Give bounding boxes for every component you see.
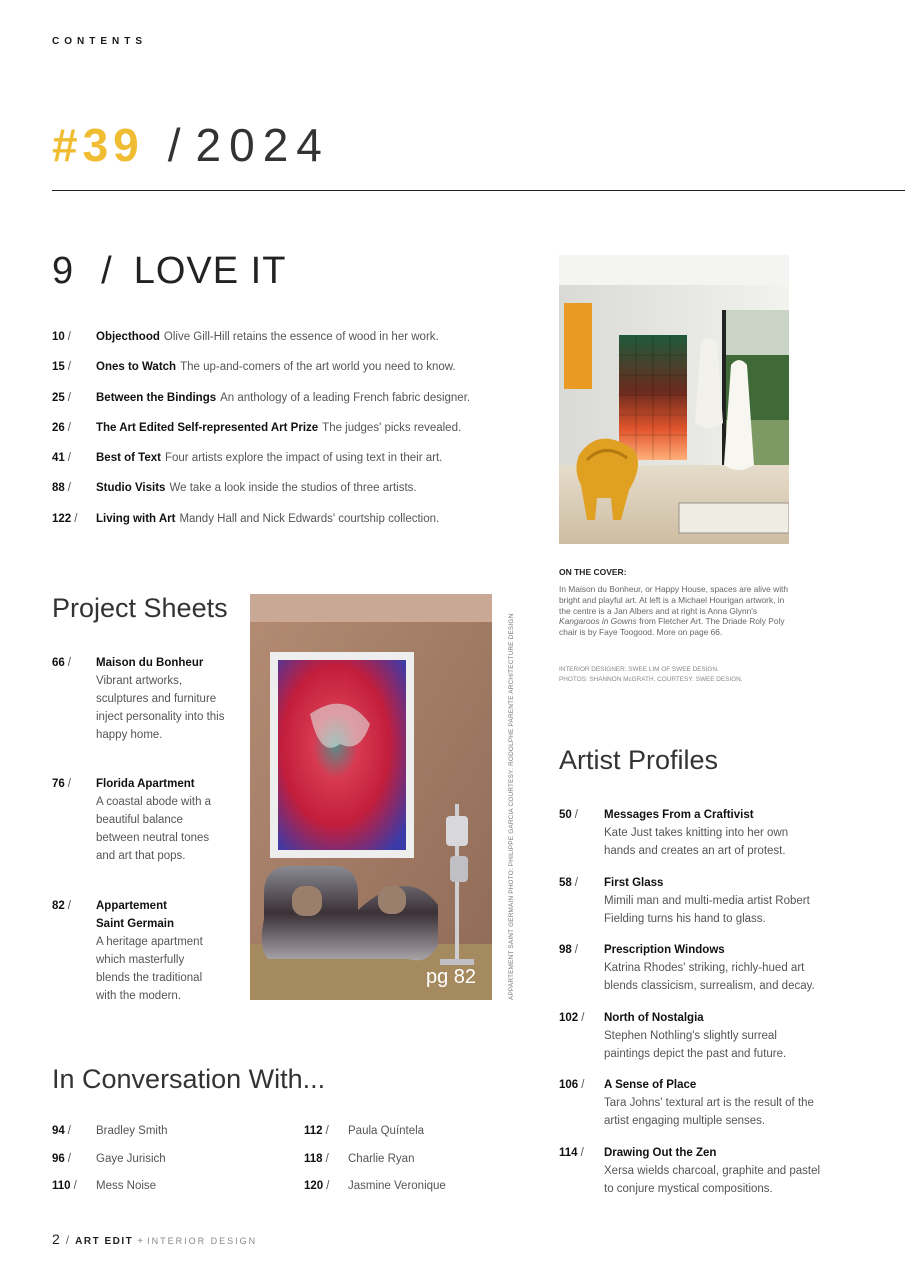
issue-heading — [52, 118, 330, 172]
item-description: We take a look inside the studios of three artists. — [169, 482, 417, 495]
project-sheets-heading: Project Sheets — [52, 593, 228, 623]
item-title: North of Nostalgia — [604, 1012, 704, 1024]
photo-credit: APPARTEMENT SAINT GERMAIN PHOTO: PHILIPPE GARCIA COURTESY: RODOLPHE PARENTE ARCHITECTURE DESIGN — [508, 613, 515, 1000]
page-number: 120 — [304, 1180, 324, 1192]
page-number: 76 — [52, 778, 65, 790]
page-number: 88 — [52, 482, 65, 495]
item-title: Living with Art — [96, 512, 176, 525]
page-number: 110 — [52, 1180, 71, 1192]
person-name: Paula Quíntela — [348, 1125, 425, 1137]
love-it-separator: / — [101, 250, 112, 292]
item-title: Between the Bindings — [96, 391, 217, 404]
person-name: Mess Noise — [96, 1180, 157, 1192]
item-title: Prescription Windows — [604, 944, 725, 956]
page-number: 122 — [52, 512, 72, 525]
artist-profiles-heading: Artist Profiles — [559, 745, 719, 775]
page-number: 41 — [52, 452, 65, 465]
item-description: Vibrant artworks, sculptures and furniture inject personality into this happy home. — [96, 675, 225, 741]
item-description: A coastal abode with a beautiful balance between neutral tones and art that pops. — [96, 796, 212, 862]
page-number: 118 — [304, 1152, 323, 1165]
issue-separator: / — [167, 119, 186, 171]
item-description: A heritage apartment which masterfully blends the traditional with the modern. — [96, 936, 203, 1002]
list-item[interactable]: 66 / Maison du Bonheur Vibrant artworks, sculptures and furniture inject personality into this happy home. — [52, 654, 242, 744]
list-item[interactable]: 114 / Drawing Out the Zen Xersa wields charcoal, graphite and pastel to conjure mystical compositions. — [559, 1144, 849, 1198]
page-number: 26 — [52, 421, 65, 434]
love-it-heading — [52, 250, 286, 293]
list-item[interactable]: 110 / Mess Noise — [52, 1180, 168, 1208]
item-description: Tara Johns' textural art is the result of the artist engaging multiple senses. — [604, 1097, 814, 1127]
page-number: 106 — [559, 1079, 579, 1091]
item-description: Olive Gill-Hill retains the essence of wood in her work. — [163, 331, 439, 343]
list-item[interactable]: 88 / Studio Visits We take a look inside the studios of three artists. — [52, 482, 417, 495]
item-title: Drawing Out the Zen — [604, 1147, 717, 1159]
footer-brand: ART EDIT — [75, 1236, 134, 1247]
item-description: Mimili man and multi-media artist Robert Fielding turns his hand to glass. — [604, 895, 810, 925]
person-name: Gaye Jurisich — [96, 1152, 166, 1165]
list-item[interactable]: 122 / Living with Art Mandy Hall and Nick Edwards' courtship collection. — [52, 512, 440, 525]
list-item[interactable]: 94 / Bradley Smith — [52, 1125, 168, 1153]
list-item[interactable]: 25 / Between the Bindings An anthology of a leading French fabric designer. — [52, 391, 471, 404]
page-number: 94 — [52, 1125, 65, 1137]
person-name: Bradley Smith — [96, 1125, 168, 1137]
item-title: Appartement Saint Germain — [96, 900, 174, 930]
love-it-list — [52, 331, 522, 543]
list-item[interactable]: 15 / Ones to Watch The up-and-comers of the art world you need to know. — [52, 361, 456, 374]
item-description: Mandy Hall and Nick Edwards' courtship collection. — [179, 512, 440, 525]
conversation-list-left — [52, 1125, 168, 1208]
page-number: 102 — [559, 1012, 579, 1024]
list-item[interactable]: 102 / North of Nostalgia Stephen Nothling's slightly surreal paintings depict the past and future. — [559, 1009, 849, 1063]
love-it-title: LOVE IT — [133, 250, 287, 292]
page-number: 25 — [52, 391, 65, 404]
item-description: Stephen Nothling's slightly surreal paintings depict the past and future. — [604, 1030, 787, 1060]
item-description: Xersa wields charcoal, graphite and pastel to conjure mystical compositions. — [604, 1165, 821, 1195]
footer-subtitle: INTERIOR DESIGN — [147, 1236, 258, 1246]
item-title: Ones to Watch — [96, 361, 177, 374]
header-divider — [52, 190, 905, 191]
conversation-heading: In Conversation With... — [52, 1064, 326, 1094]
page-number: 15 — [52, 361, 65, 374]
item-description: An anthology of a leading French fabric designer. — [220, 391, 471, 404]
page-number: 10 — [52, 331, 65, 343]
page-number: 114 — [559, 1147, 578, 1159]
page-number: 98 — [559, 944, 572, 956]
list-item[interactable]: 26 / The Art Edited Self-represented Art Prize The judges' picks revealed. — [52, 421, 462, 434]
footer-separator: / — [65, 1233, 70, 1247]
item-title: Studio Visits — [96, 482, 166, 495]
item-description: Kate Just takes knitting into her own hands and creates an art of protest. — [604, 827, 789, 857]
cover-heading: ON THE COVER: — [559, 567, 627, 577]
artwork-title: Kangaroos in Gowns — [559, 616, 637, 627]
item-title: Florida Apartment — [96, 778, 195, 790]
conversation-list-right — [304, 1125, 446, 1208]
list-item[interactable]: 96 / Gaye Jurisich — [52, 1153, 168, 1181]
list-item[interactable]: 50 / Messages From a Craftivist Kate Just takes knitting into her own hands and creates an art of protest. — [559, 806, 849, 860]
contents-label: CONTENTS — [52, 36, 147, 47]
list-item[interactable]: 41 / Best of Text Four artists explore the impact of using text in their art. — [52, 452, 443, 465]
footer-plus: + — [137, 1236, 144, 1247]
list-item[interactable]: 120 / Jasmine Veronique — [304, 1180, 446, 1208]
list-item[interactable]: 106 / A Sense of Place Tara Johns' textural art is the result of the artist engaging multiple senses. — [559, 1076, 849, 1130]
page-footer — [52, 1231, 257, 1247]
item-title: Objecthood — [96, 331, 160, 343]
person-name: Charlie Ryan — [348, 1152, 415, 1165]
item-description: The up-and-comers of the art world you need to know. — [180, 361, 456, 374]
item-description: Four artists explore the impact of using text in their art. — [164, 452, 443, 465]
page-number: 82 — [52, 900, 65, 912]
issue-number: #39 — [52, 119, 144, 171]
page-number: 112 — [304, 1125, 323, 1137]
cover-photo — [559, 255, 789, 544]
list-item[interactable]: 118 / Charlie Ryan — [304, 1153, 446, 1181]
item-title: First Glass — [604, 877, 664, 889]
item-title: A Sense of Place — [604, 1079, 697, 1091]
list-item[interactable]: 112 / Paula Quíntela — [304, 1125, 446, 1153]
photo-page-label: pg 82 — [426, 966, 477, 988]
project-photo — [250, 594, 492, 1000]
item-title: The Art Edited Self-represented Art Prize — [96, 421, 319, 434]
list-item[interactable]: 76 / Florida Apartment A coastal abode with a beautiful balance between neutral tones and art that pops. — [52, 775, 242, 865]
love-it-number: 9 — [52, 250, 74, 292]
cover-credit: INTERIOR DESIGNER: SWEE LIM OF SWEE DESIGN. PHOTOS: SHANNON McGRATH. COURTESY: SWEE DESIGN. — [559, 666, 743, 683]
page-number: 50 — [559, 809, 572, 821]
list-item[interactable]: 98 / Prescription Windows Katrina Rhodes' striking, richly-hued art blends classicism, surrealism, and decay. — [559, 941, 849, 995]
list-item[interactable]: 10 / Objecthood Olive Gill-Hill retains the essence of wood in her work. — [52, 331, 439, 343]
item-description: Katrina Rhodes' striking, richly-hued art blends classicism, surrealism, and decay. — [604, 962, 815, 992]
page-number: 96 — [52, 1152, 65, 1165]
item-title: Best of Text — [96, 452, 161, 465]
cover-description: In Maison du Bonheur, or Happy House, spaces are alive with bright and playful art. At left is a Michael Hourigan artwork, in the centre is a Jan Albers and at right is Anna Glynn's Kangaroos in Gowns from Fletcher Art. The Driade Roly Poly chair is by Faye Toogood. More on page 66. — [559, 584, 789, 638]
page-number: 58 — [559, 877, 572, 889]
footer-page-number: 2 — [52, 1231, 60, 1247]
page-number: 66 — [52, 657, 65, 669]
item-title: Maison du Bonheur — [96, 657, 204, 669]
list-item[interactable]: 58 / First Glass Mimili man and multi-media artist Robert Fielding turns his hand to glass. — [559, 874, 849, 928]
person-name: Jasmine Veronique — [348, 1180, 446, 1192]
list-item[interactable]: 82 / Appartement Saint Germain A heritage apartment which masterfully blends the traditional with the modern. — [52, 897, 242, 1005]
issue-year: 2024 — [195, 119, 330, 171]
item-description: The judges' picks revealed. — [322, 421, 462, 434]
item-title: Messages From a Craftivist — [604, 809, 754, 821]
